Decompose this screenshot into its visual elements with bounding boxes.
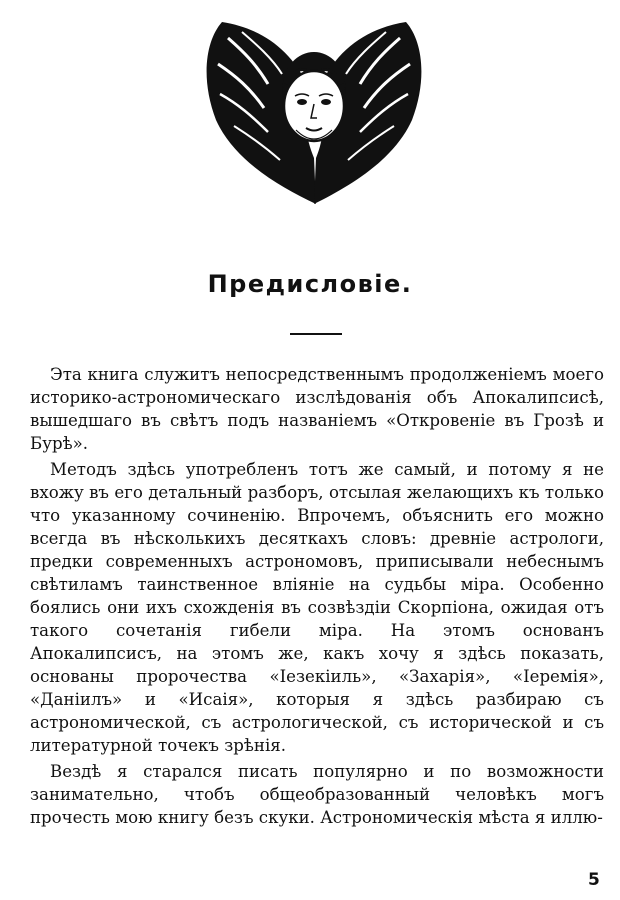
winged-cherub-head-icon [198,8,430,218]
paragraph: Методъ здѣсь употребленъ тотъ же самый, и потому я не вхожу въ его детальный разборъ, отсылая желающихъ къ только что указанному сочиненію. Впрочемъ, объяснить его можно всегда въ нѣсколькихъ десяткахъ словъ: древніе астрологи, предки современныхъ астрономовъ, приписывали небеснымъ свѣтиламъ таинственное вліяніе на судьбы міра. Особенно боялись они ихъ схожденія въ созвѣздіи Скорпіона, ожидая отъ такого сочетанія гибели міра. На этомъ основанъ Апокалипсисъ, на этомъ же, какъ хочу я здѣсь показать, основаны пророчества «Іезекіиль», «Захарія», «Іеремія», «Даніилъ» и «Исаія», которыя я здѣсь разбираю съ астрономической, съ астрологической, съ исторической и съ литературной точекъ зрѣнія. [30,460,604,755]
page-title: Предисловіе. [207,270,413,298]
page-number: 5 [588,870,600,890]
body-text [30,363,604,829]
paragraph: Эта книга служитъ непосредственнымъ продолженіемъ моего историко-астрономическаго изслѣдованія объ Апокалипсисѣ, вышедшаго въ свѣтъ подъ названіемъ «Откровеніе въ Грозѣ и Бурѣ». [30,365,604,453]
paragraph: Вездѣ я старался писать популярно и по возможности занимательно, чтобъ общеобразованный человѣкъ могъ прочесть мою книгу безъ скуки. Астрономическія мѣста я иллю- [30,762,604,827]
title-divider [290,333,342,335]
